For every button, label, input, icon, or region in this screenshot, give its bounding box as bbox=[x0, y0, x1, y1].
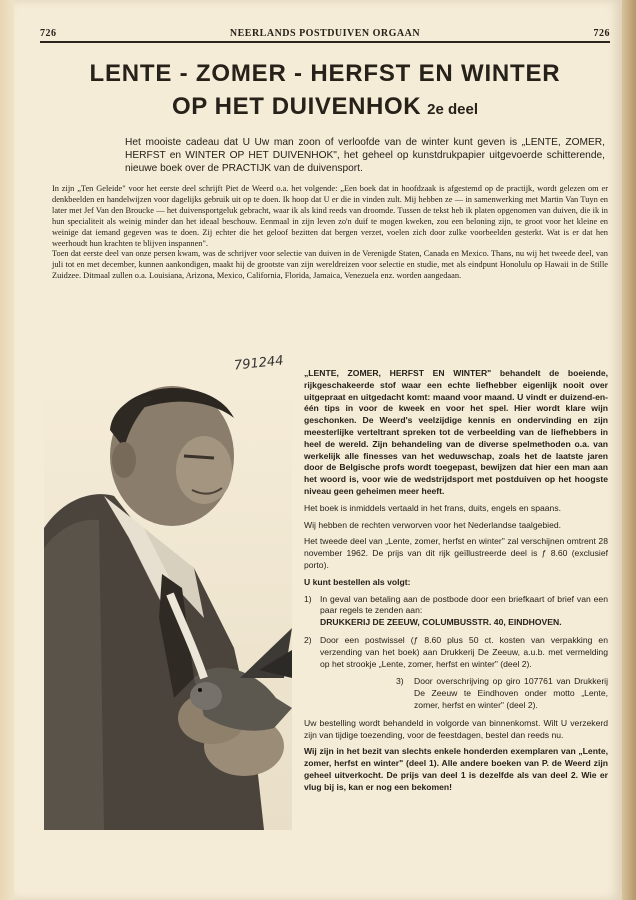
page-left-shadow bbox=[0, 0, 14, 900]
intro-paragraph: Het mooiste cadeau dat U Uw man zoon of verloofde van de winter kunt geven is „LENTE, ZOMER, HERFST en WINTER OP HET DUIVENHOK", het geheel op kunstdrukpapier uitgevoerde schitterende, nieuwe boek over de PRACTIJK van de duivensport. bbox=[125, 137, 605, 174]
order-item-1-text: In geval van betaling aan de postbode door een briefkaart of brief van een paar regels te zenden aan: bbox=[320, 593, 608, 616]
order-item-1-number: 1) bbox=[304, 593, 312, 604]
page-header bbox=[40, 26, 610, 42]
order-item-3 bbox=[304, 676, 608, 711]
header-rule bbox=[40, 41, 610, 43]
right-paragraph-3: Wij hebben de rechten verworven voor het Nederlandse taalgebied. bbox=[304, 519, 562, 530]
handwritten-number: 791244 bbox=[233, 353, 285, 374]
author-photo bbox=[44, 378, 292, 830]
body-paragraph-1: In zijn „Ten Geleide" voor het eerste deel schrijft Piet de Weerd o.a. het volgende: „Een boek dat in hoofdzaak is afgestemd op de practijk, wordt gelezen om er denkbeelden en handelwijzen voor dagelijks gebruik uit op te doen. Ik hoop dat U er die in vinden zult. Mij hebben ze — in samenwerking met Martin Van Tuyn en later met Jef Van den Broucke — het duivensportgeluk gebracht, waar ik als kind reeds van droomde. Tussen de tekst heb ik platen opgenomen van duiven, die ik in hun specialiteit als weinig minder dan het ideaal beschouw. Eenmaal in zijn leven zo'n duif te mogen kweken, zou een beloning zijn, te groot voor het kleine en weinige dat iemand gegeven was te doen. Zij echter die het geloof bezitten dat bergen verzet, voelen zich door zulke voorbeelden gesterkt. Wat is er dat hen weerhoudt hun krachten te blijven inspannen". bbox=[52, 184, 608, 248]
journal-name: NEERLANDS POSTDUIVEN ORGAAN bbox=[229, 28, 421, 39]
right-paragraph-5: Uw bestelling wordt behandeld in volgorde van binnenkomst. Wilt U verzekerd zijn van tijdige toezending, voor de feestdagen, bestel dan reeds nu. bbox=[304, 717, 608, 740]
right-paragraph-4: Het tweede deel van „Lente, zomer, herfst en winter" zal verschijnen omtrent 28 november 1962. De prijs van dit rijk geïllustreerde deel is ƒ 8.60 (exclusief porto). bbox=[304, 536, 608, 570]
order-item-1 bbox=[304, 594, 608, 629]
page-right-edge bbox=[622, 0, 636, 900]
order-heading: U kunt bestellen als volgt: bbox=[304, 576, 411, 587]
body-paragraph-2: Toen dat eerste deel van onze persen kwam, was de schrijver voor selectie van duiven in de Verenigde Staten, Canada en Mexico. Thans, nu wij het tweede deel, van juli tot en met december, kunnen aankondigen, maakt hij de grootste van zijn wereldreizen voor selectie en studie, met als eindpunt Honolulu op Hawaii in de Stille Zuidzee. Ditmaal zullen o.a. Louisiana, Arizona, Mexico, California, Florida, Jamaica, Venezuela enz. worden aangedaan. bbox=[52, 249, 608, 281]
right-column bbox=[304, 368, 608, 799]
order-address: DRUKKERIJ DE ZEEUW, COLUMBUSSTR. 40, EINDHOVEN. bbox=[320, 617, 562, 628]
title-line2-text: OP HET DUIVENHOK bbox=[171, 93, 422, 120]
page-number-right: 726 bbox=[593, 28, 610, 39]
article-title-line1: LENTE - ZOMER - HERFST EN WINTER bbox=[89, 60, 561, 87]
order-item-2-number: 2) bbox=[304, 634, 312, 645]
right-paragraph-1: „LENTE, ZOMER, HERFST EN WINTER" behandelt de boeiende, rijkgeschakeerde stof waar een echte liefhebber eigenlijk nooit over uitgepraat en uitgedacht komt: maand voor maand. U vindt er duizend-en-één tips in voor de kweek en voor het spel. Hier wordt klare wijn geschonken. De Weerd's veelzijdige kennis en ondervinding en zijn meesterlijke verteltrant spreken tot de verbeelding van de liefhebbers in heel de wereld. Zijn behandeling van de diverse spelmethoden o.a. van werkelijk alle finesses van het weduwschap, zoals het de laatste jaren door de Belgische profs wordt toegepast, bewijzen dat hier een man aan het woord is, voor wie de wedstrijdsport met postduiven op het hoogste niveau geen geheimen meer heeft. bbox=[304, 368, 608, 496]
right-paragraph-6: Wij zijn in het bezit van slechts enkele honderden exemplaren van „Lente, zomer, herfst en winter" (deel 1). Alle andere boeken van P. de Weerd zijn geheel uitverkocht. De prijs van deel 1 is dezelfde als van deel 2. Wie er vlug bij is, kan er nog een bekomen! bbox=[304, 746, 608, 792]
body-text bbox=[52, 184, 608, 282]
order-item-3-text: Door overschrijving op giro 107761 van Drukkerij De Zeeuw te Eindhoven onder motto „Lente, zomer, herfst en winter" (deel 2). bbox=[414, 676, 608, 710]
page-number-left: 726 bbox=[40, 28, 57, 39]
order-item-2-text: Door een postwissel (ƒ 8.60 plus 50 ct. kosten van verpakking en verzending van het boek) aan Drukkerij De Zeeuw, a.u.b. met vermelding op het strookje „Lente, zomer, herfst en winter" (deel 2). bbox=[320, 634, 608, 669]
article-title-line2 bbox=[40, 93, 610, 121]
part-label: 2e deel bbox=[427, 101, 479, 118]
order-item-2 bbox=[304, 635, 608, 670]
order-item-3-number: 3) bbox=[396, 676, 404, 687]
right-paragraph-2: Het boek is inmiddels vertaald in het frans, duits, engels en spaans. bbox=[304, 502, 562, 513]
